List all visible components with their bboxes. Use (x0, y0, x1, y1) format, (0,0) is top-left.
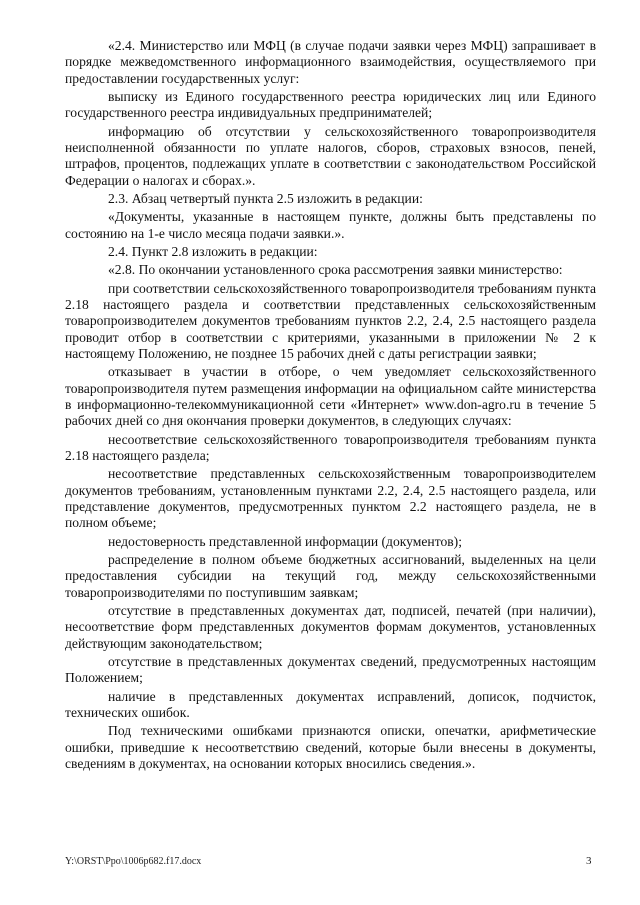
paragraph-2-4-request: «2.4. Министерство или МФЦ (в случае подачи заявки через МФЦ) запрашивает в порядке межведомственного информационного взаимодействия, осуществляемого при предоставлении государственных услуг: (65, 38, 596, 86)
list-item-corrections: наличие в представленных документах исправлений, дописок, подчисток, технических ошибок. (65, 688, 596, 720)
paragraph-documents-date: «Документы, указанные в настоящем пункте, должны быть представлены по состоянию на 1-е число месяца подачи заявки.». (65, 209, 596, 241)
paragraph-refusal: отказывает в участии в отборе, о чем уведомляет сельскохозяйственного товаропроизводителя путем размещения информации на официальном сайте министерства в информационно-телекоммуникационной сети «Интернет» www.don-agro.ru в течение 5 рабочих дней со дня окончания проверки документов, в следующих случаях: (65, 364, 596, 429)
footer-file-path: Y:\ORST\Ppo\1006p682.f17.docx (65, 856, 202, 867)
paragraph-2-8-intro: «2.8. По окончании установленного срока рассмотрения заявки министерство: (108, 262, 563, 278)
list-item-documents-noncompliance: несоответствие представленных сельскохозяйственным товаропроизводителем документов требованиям, установленным пунктами 2.2, 2.4, 2.5 настоящего раздела, или представление документов, предусмотренных пунктом 2.2 настоящего раздела, не в полном объеме; (65, 466, 596, 531)
paragraph-selection: при соответствии сельскохозяйственного товаропроизводителя требованиям пункта 2.18 настоящего раздела и соответствии представленных сельскохозяйственным товаропроизводителем документов требованиям пунктов 2.2, 2.4, 2.5 настоящего раздела проводит отбор в соответствии с критериями, указанными в приложении № 2 к настоящему Положению, не позднее 15 рабочих дней с даты регистрации заявки; (65, 280, 596, 361)
page-number: 3 (586, 855, 592, 867)
list-item-noncompliance-2-18: несоответствие сельскохозяйственного товаропроизводителя требованиям пункта 2.18 настоящего раздела; (65, 431, 596, 463)
paragraph-amendment-2-5: 2.3. Абзац четвертый пункта 2.5 изложить в редакции: (108, 190, 423, 206)
list-item-missing-signatures: отсутствие в представленных документах дат, подписей, печатей (при наличии), несоответствие форм представленных документов формам документов, установленных действующим законодательством; (65, 603, 596, 651)
list-item-budget-exhausted: распределение в полном объеме бюджетных ассигнований, выделенных на цели предоставления субсидии на текущий год, между сельскохозяйственными товаропроизводителями по поступившим заявкам; (65, 552, 596, 600)
paragraph-egrul-extract: выписку из Единого государственного реестра юридических лиц или Единого государственного реестра индивидуальных предпринимателей; (65, 88, 596, 121)
document-body (65, 38, 596, 774)
paragraph-tax-info: информацию об отсутствии у сельскохозяйственного товаропроизводителя неисполненной обязанности по уплате налогов, сборов, страховых взносов, пеней, штрафов, процентов, подлежащих уплате в соответствии с законодательством Российской Федерации о налогах и сборах.». (65, 123, 596, 188)
paragraph-technical-errors: Под техническими ошибками признаются описки, опечатки, арифметические ошибки, приведшие к несоответствию сведений, которые были внесены в документы, сведениям в документах, на основании которых вносились сведения.». (65, 723, 596, 771)
paragraph-amendment-2-8: 2.4. Пункт 2.8 изложить в редакции: (108, 244, 318, 260)
list-item-missing-information: отсутствие в представленных документах сведений, предусмотренных настоящим Положением; (65, 654, 596, 686)
list-item-false-information: недостоверность представленной информации (документов); (108, 533, 462, 549)
